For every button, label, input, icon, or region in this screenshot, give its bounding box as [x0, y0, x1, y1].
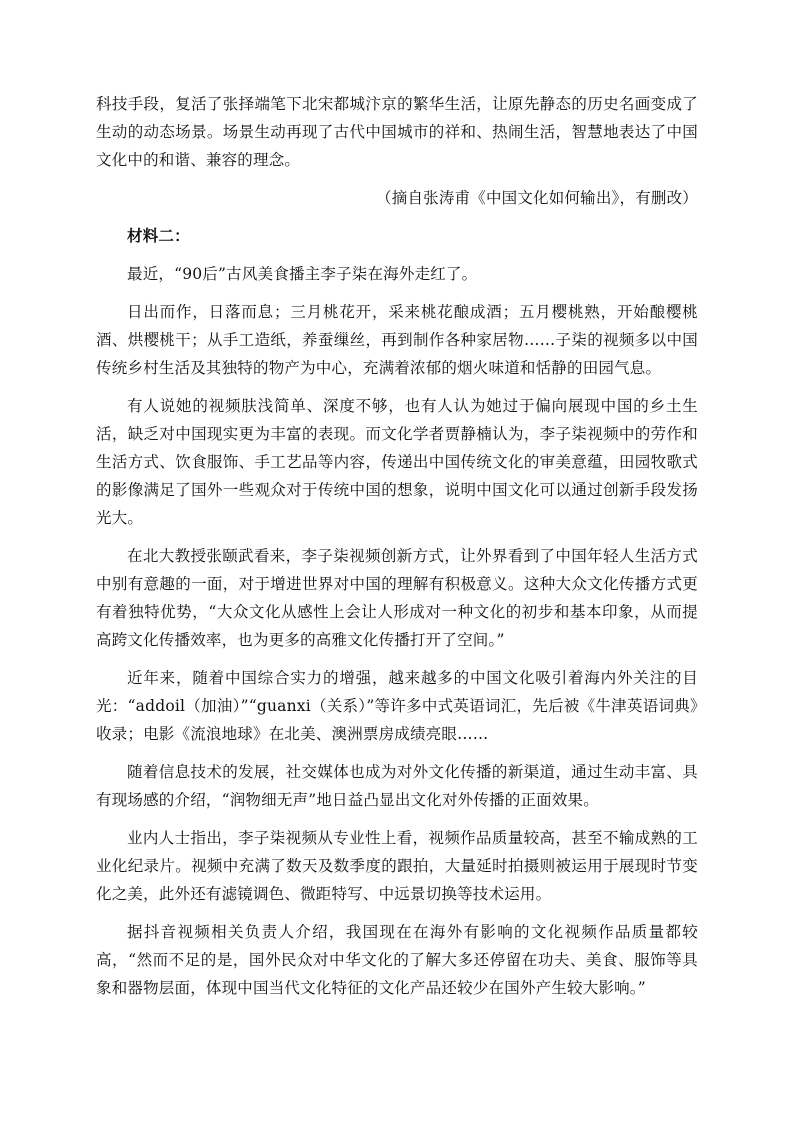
- document-body: [96, 90, 698, 1012]
- paragraph: 最近，“90后”古风美食播主李子柒在海外走红了。: [127, 265, 478, 283]
- paragraph: 近年来，随着中国综合实力的增强，越来越多的中国文化吸引着海内外关注的目光：“addoil（加油）”“guanxi（关系）”等许多中式英语词汇，先后被《牛津英语词典》收录；电影《流浪地球》在北美、澳洲票房成绩亮眼……: [96, 669, 698, 743]
- paragraph: 日出而作，日落而息；三月桃花开，采来桃花酿成酒；五月樱桃熟，开始酿樱桃酒、烘樱桃干；从手工造纸，养蚕缫丝，再到制作各种家居物……子柒的视频多以中国传统乡村生活及其独特的物产为中心，充满着浓郁的烟火味道和恬静的田园气息。: [96, 303, 698, 377]
- paragraph: 在北大教授张颐武看来，李子柒视频创新方式，让外界看到了中国年轻人生活方式中别有意趣的一面，对于增进世界对中国的理解有积极意义。这种大众文化传播方式更有着独特优势，“大众文化从感性上会让人形成对一种文化的初步和基本印象，从而提高跨文化传播效率，也为更多的高雅文化传播打开了空间。”: [96, 547, 698, 649]
- source-citation: （摘自张涛甫《中国文化如何输出》，有删改）: [376, 189, 698, 207]
- paragraph: 据抖音视频相关负责人介绍，我国现在在海外有影响的文化视频作品质量都较高，“然而不足的是，国外民众对中华文化的了解大多还停留在功夫、美食、服饰等具象和器物层面，体现中国当代文化特征的文化产品还较少在国外产生较大影响。”: [96, 923, 698, 997]
- section-heading: 材料二：: [127, 226, 190, 245]
- paragraph: 业内人士指出，李子柒视频从专业性上看，视频作品质量较高，甚至不输成熟的工业化纪录片。视频中充满了数天及数季度的跟拍，大量延时拍摄则被运用于展现时节变化之美，此外还有滤镜调色、微距特写、中远景切换等技术运用。: [96, 829, 698, 903]
- paragraph: 有人说她的视频肤浅简单、深度不够，也有人认为她过于偏向展现中国的乡土生活，缺乏对中国现实更为丰富的表现。而文化学者贾静楠认为，李子柒视频中的劳作和生活方式、饮食服饰、手工艺品等内容，传递出中国传统文化的审美意蕴，田园牧歌式的影像满足了国外一些观众对于传统中国的想象，说明中国文化可以通过创新手段发扬光大。: [96, 397, 698, 527]
- paragraph: 随着信息技术的发展，社交媒体也成为对外文化传播的新渠道，通过生动丰富、具有现场感的介绍，“润物细无声”地日益凸显出文化对外传播的正面效果。: [96, 763, 698, 809]
- paragraph-continued: 科技手段，复活了张择端笔下北宋都城汴京的繁华生活，让原先静态的历史名画变成了生动的动态场景。场景生动再现了古代中国城市的祥和、热闹生活，智慧地表达了中国文化中的和谐、兼容的理念。: [96, 95, 698, 169]
